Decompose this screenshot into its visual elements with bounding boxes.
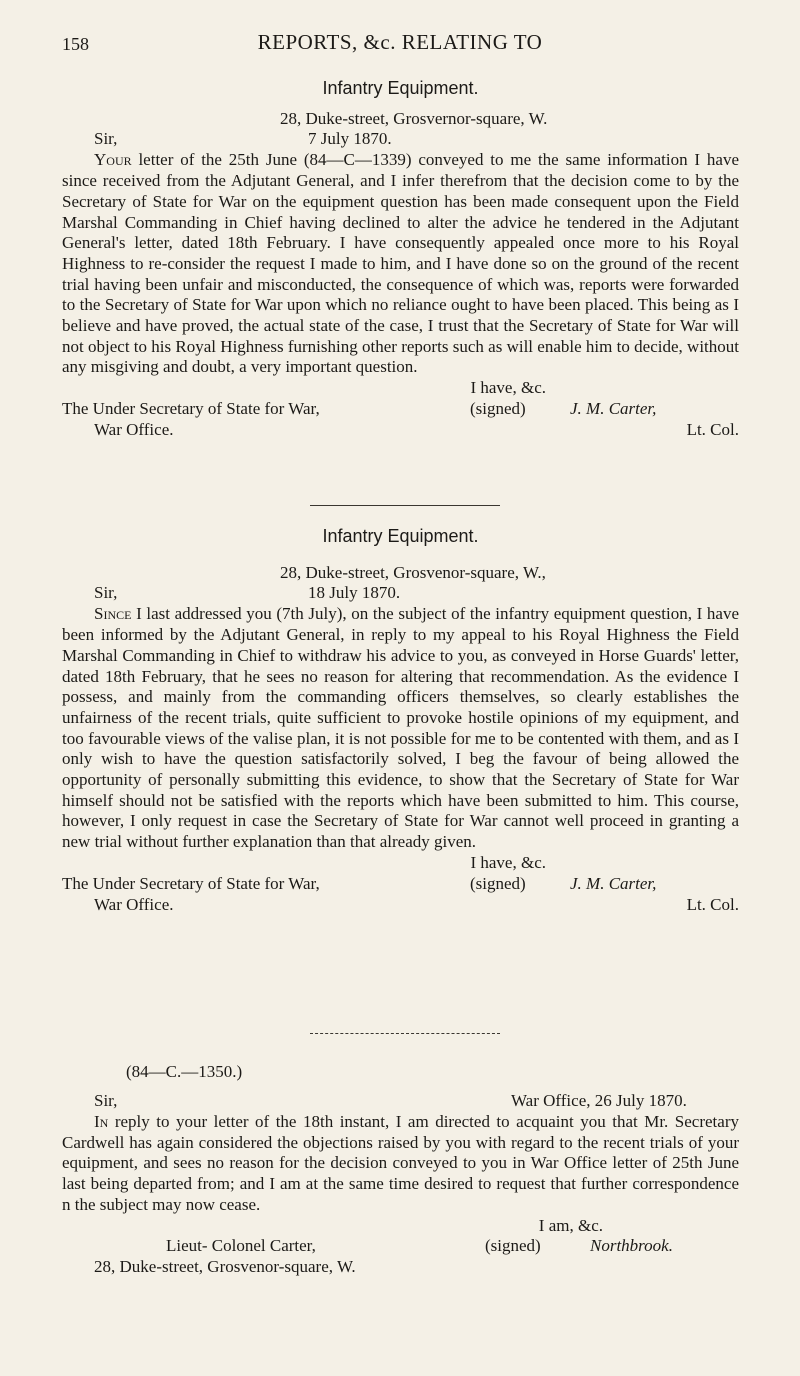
letter-1-signed: (signed) — [470, 398, 526, 418]
letter-3 — [62, 1062, 739, 1278]
letter-3-closing: I am, &c. — [538, 1215, 603, 1235]
letter-1-body — [62, 150, 739, 378]
letter-2-body — [62, 604, 739, 852]
section-divider-2 — [310, 1033, 500, 1034]
letter-3-body-text: reply to your letter of the 18th instant, I am directed to acquaint you that Mr. Secretary Cardwell has again considered the objections raised by you with regard to the recent trials of your equipment, and sees no reason for the decision conveyed to you in War Office letter of 25th June last being departed from; and I am at the same time desired to request that further correspondence n the subject may now cease. — [62, 1112, 739, 1214]
letter-3-address: 28, Duke-street, Grosvenor-square, W. — [94, 1257, 356, 1277]
page-number: 158 — [62, 34, 89, 54]
letter-3-body — [62, 1112, 739, 1216]
letter-3-date: War Office, 26 July 1870. — [511, 1091, 687, 1110]
letter-2-date: 18 July 1870. — [308, 583, 401, 603]
letter-3-signature-row — [62, 1236, 739, 1257]
letter-2-heading: Infantry Equipment. — [322, 526, 479, 546]
letter-1-date: 7 July 1870. — [308, 129, 392, 149]
letter-1-office-row — [62, 420, 739, 441]
letter-1-salutation: Sir, — [94, 129, 118, 149]
letter-2-salutation: Sir, — [94, 583, 118, 603]
letter-3-initial-word: In — [94, 1112, 109, 1131]
letter-3-salutation: Sir, — [94, 1091, 118, 1110]
letter-1-body-text: letter of the 25th June (84—C—1339) conveyed to me the same information I have since received from the Adjutant General, and I infer therefrom that the decision come to by the Secretary of State for War on the equipment question has been made consequent upon the Field Marshal Commanding in Chief having declined to alter the advice he tendered in the Adjutant General's letter, dated 18th February. I have consequently appealed once more to his Royal Highness to re-consider the request I made to him, and I have done so on the ground of the recent trial having been unfair and misconducted, the consequence of which was, reports were forwarded to the Secretary of State for War upon which no reliance ought to have been placed. This being as I believe and have proved, the actual state of the case, I trust that the Secretary of State for War will not object to his Royal Highness furnishing other reports such as will enable him to decide, without any misgiving and doubt, a very important question. — [62, 150, 739, 377]
letter-1-heading: Infantry Equipment. — [322, 78, 479, 98]
letter-2-signatory: J. M. Carter, — [570, 873, 657, 893]
letter-3-dateline — [62, 1091, 739, 1112]
letter-2-office: War Office. — [94, 894, 174, 914]
letter-2-address: 28, Duke-street, Grosvenor-square, W., — [280, 562, 546, 582]
letter-3-signatory: Northbrook. — [590, 1236, 673, 1256]
letter-1-signatory: J. M. Carter, — [570, 398, 657, 418]
letter-2-signature-row — [62, 874, 739, 895]
running-head — [62, 30, 738, 60]
letter-3-reference-row — [62, 1062, 739, 1083]
letter-1-signature-row — [62, 399, 739, 420]
letter-2-rank: Lt. Col. — [686, 894, 739, 914]
letter-3-addressee: Lieut- Colonel Carter, — [166, 1236, 316, 1256]
letter-1-addressee: The Under Secretary of State for War, — [62, 398, 320, 418]
letter-1-initial-word: Your — [94, 150, 132, 170]
letter-1-closing: I have, &c. — [470, 378, 546, 398]
letter-2-office-row — [62, 895, 739, 916]
letter-2-body-text: I last addressed you (7th July), on the subject of the infantry equipment question, I have been informed by the Adjutant General, in reply to my appeal to his Royal Highness the Field Marshal Commanding in Chief to withdraw his advice to you, as conveyed in Horse Guards' letter, dated 18th February, that he sees no reason for altering that recommendation. As the evidence I possess, and mainly from the commanding officers themselves, so clearly establishes the unfairness of the recent trials, quite sufficient to provoke hostile opinions of my equipment, and too favourable views of the valise plan, it is not possible for me to be contented with them, and as I only wish to have the question satisfactorily solved, I beg the favour of being allowed the opportunity of personally submitting this evidence, to show that the Secretary of State for War himself should not be satisfied with the reports which have been submitted to him. This course, however, I only request in case the Secretary of State for War cannot well proceed in granting a new trial without further explanation than that already given. — [62, 604, 739, 852]
letter-2-dateline — [62, 583, 739, 604]
letter-2 — [62, 526, 739, 916]
letter-3-signed: (signed) — [485, 1236, 541, 1256]
letter-2-signed: (signed) — [470, 873, 526, 893]
letter-2-initial-word: Since — [94, 604, 132, 624]
letter-1-rank: Lt. Col. — [686, 419, 739, 439]
letter-3-reference: (84—C.—1350.) — [126, 1062, 243, 1081]
section-divider — [310, 505, 500, 506]
letter-2-addressee: The Under Secretary of State for War, — [62, 873, 320, 893]
letter-2-closing: I have, &c. — [470, 852, 546, 872]
letter-1-office: War Office. — [94, 419, 174, 439]
letter-1-address: 28, Duke-street, Grosvernor-square, W. — [280, 108, 548, 128]
letter-1-dateline — [62, 129, 739, 150]
letter-1 — [62, 78, 739, 441]
letter-3-address-row — [62, 1257, 739, 1278]
running-title: REPORTS, &c. RELATING TO — [257, 30, 543, 54]
